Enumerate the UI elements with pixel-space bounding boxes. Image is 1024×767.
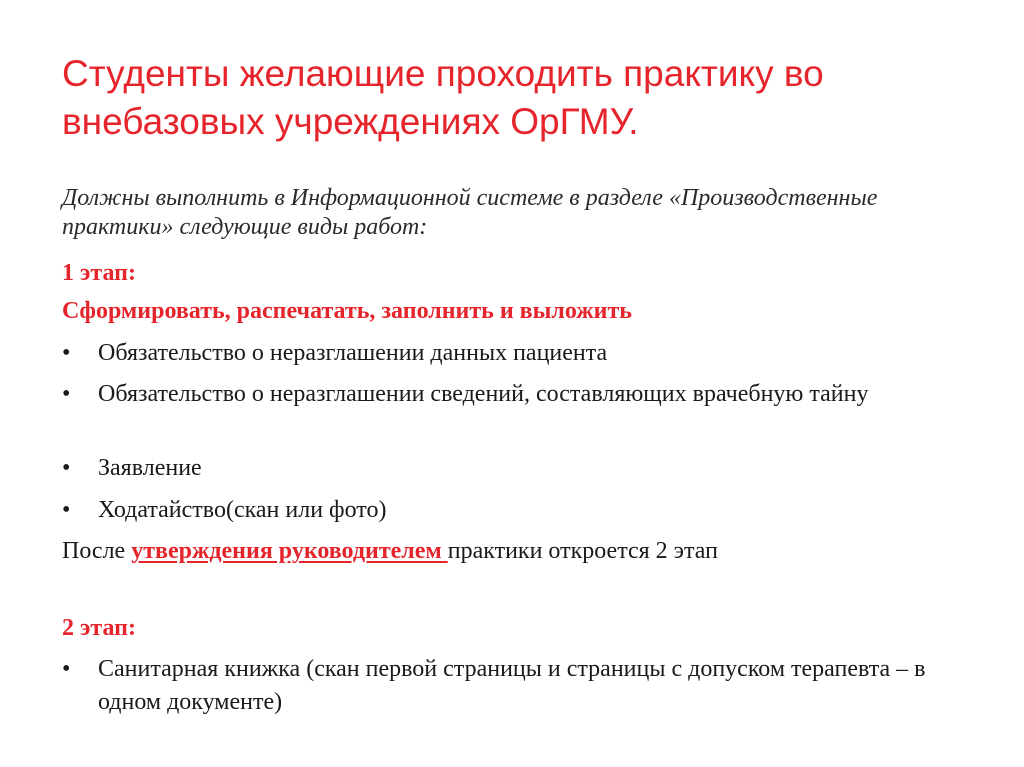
- stage-1-heading: 1 этап:: [62, 260, 136, 286]
- list-item: [62, 337, 952, 370]
- bullet-icon: •: [62, 381, 71, 407]
- approval-note-prefix: После: [62, 538, 132, 564]
- slide-title: Студенты желающие проходить практику во внебазовых учреждениях ОрГМУ.: [62, 53, 824, 142]
- bullet-icon: •: [62, 455, 71, 481]
- bullet-icon: •: [62, 340, 71, 366]
- list-item: [62, 494, 952, 527]
- list-item-text: Заявление: [98, 455, 202, 481]
- intro-text: Должны выполнить в Информационной системе в разделе «Производственные практики» следующие виды работ:: [62, 185, 878, 240]
- stage-1-subheading: Сформировать, распечатать, заполнить и выложить: [62, 298, 632, 324]
- approval-note-highlight: утверждения руководителем: [131, 538, 448, 564]
- list-item-text: Обязательство о неразглашении сведений, составляющих врачебную тайну: [98, 381, 869, 407]
- approval-note-suffix: практики откроется 2 этап: [447, 538, 718, 564]
- list-item-text: Ходатайство(скан или фото): [98, 497, 387, 523]
- list-item: [62, 378, 952, 411]
- bullet-icon: •: [62, 656, 71, 682]
- list-item: [62, 452, 952, 485]
- stage-2-heading: 2 этап:: [62, 615, 136, 641]
- list-item-text: Санитарная книжка (скан первой страницы и страницы с допуском терапевта – в одном документе): [98, 656, 926, 715]
- approval-note: [62, 536, 962, 566]
- bullet-icon: •: [62, 497, 71, 523]
- list-item: [62, 653, 952, 719]
- list-item-text: Обязательство о неразглашении данных пациента: [98, 340, 608, 366]
